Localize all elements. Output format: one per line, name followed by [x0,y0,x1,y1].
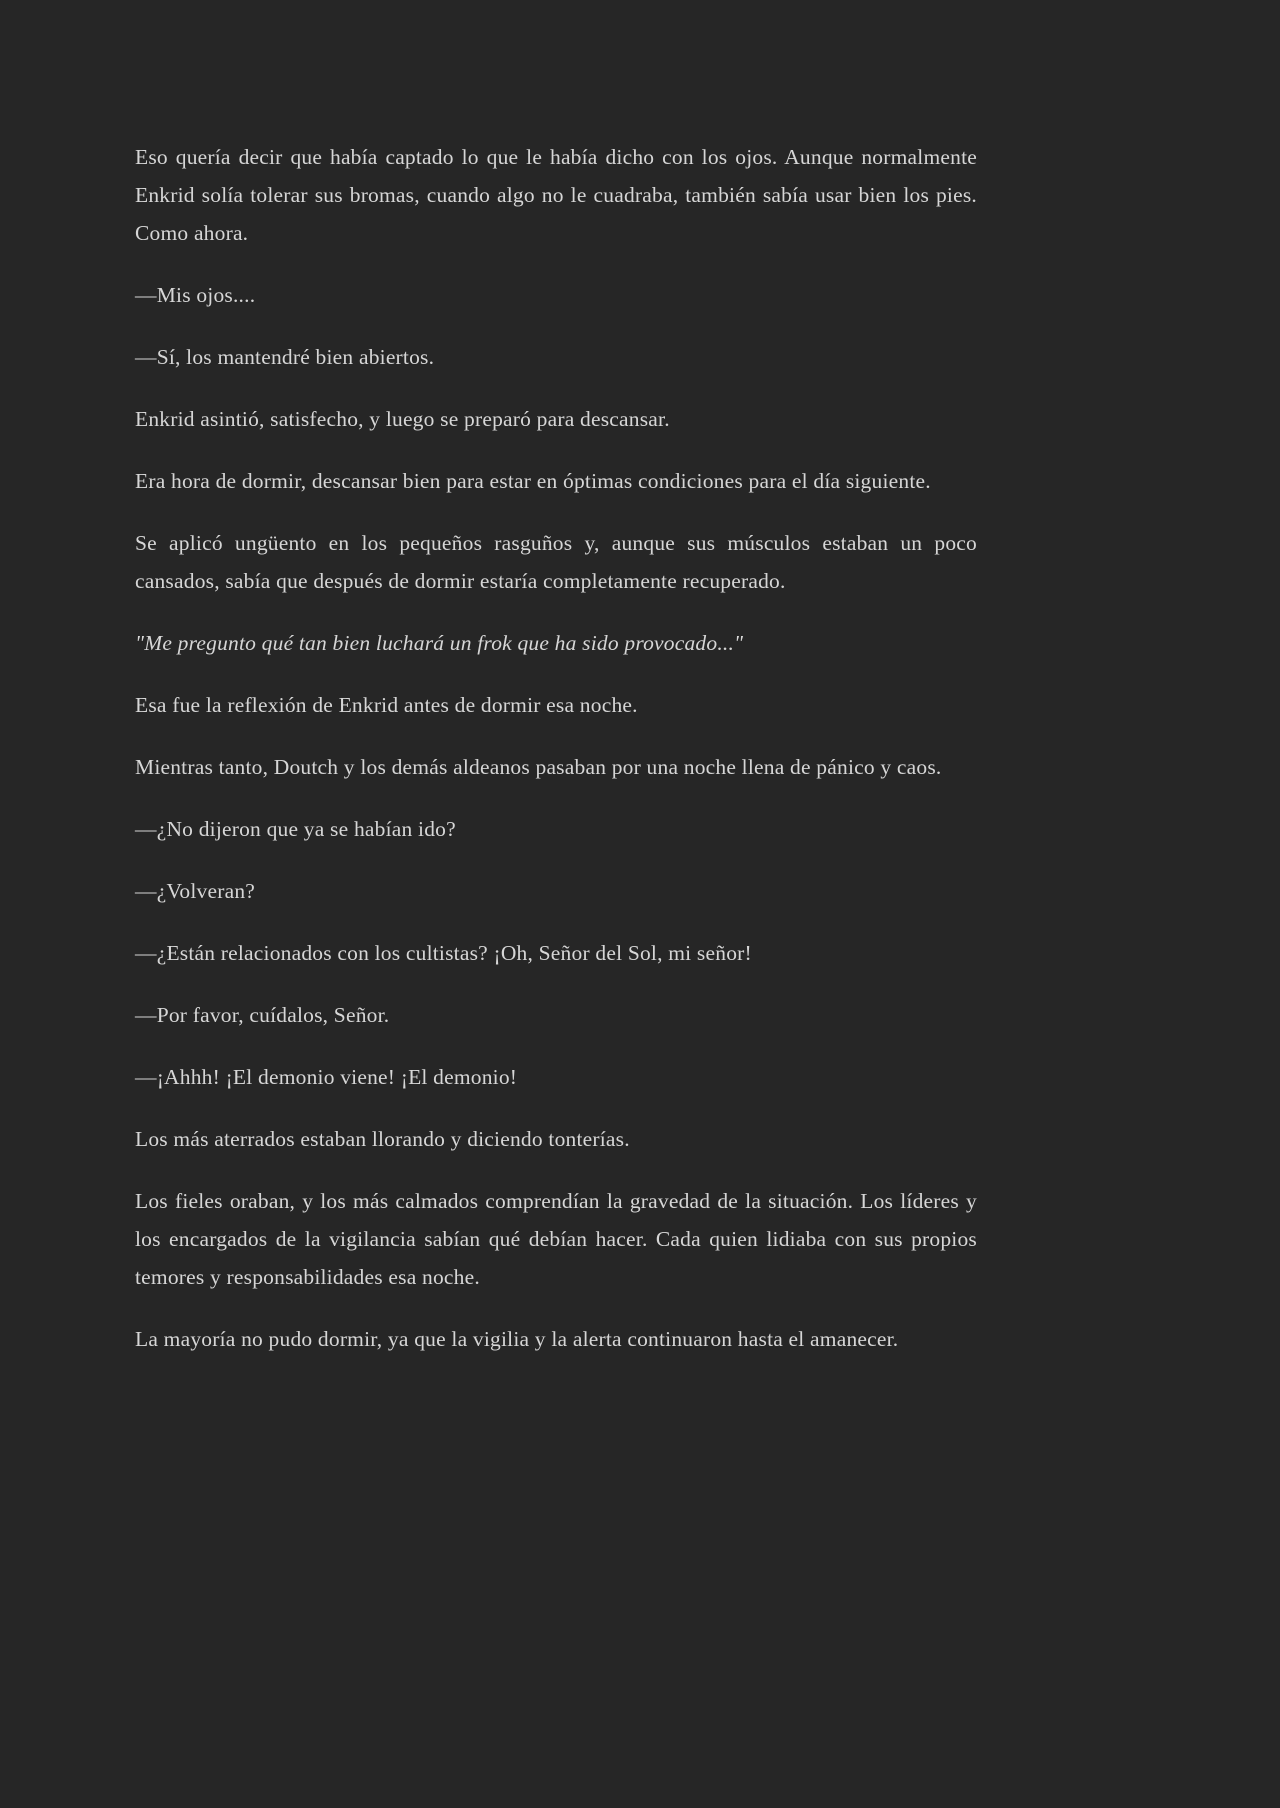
paragraph-narration-5: Esa fue la reflexión de Enkrid antes de dormir esa noche. [135,693,638,717]
paragraph-dialogue-5: —¿Están relacionados con los cultistas? ¡Oh, Señor del Sol, mi señor! [135,941,752,965]
paragraph-narration-8: Los fieles oraban, y los más calmados comprendían la gravedad de la situación. Los líderes y los encargados de la vigilancia sabían qué debían hacer. Cada quien lidiaba con sus propios temores y responsabilidades esa noche. [135,1189,977,1289]
paragraph-inner-thought: "Me pregunto qué tan bien luchará un frok que ha sido provocado..." [135,631,744,655]
paragraph-narration-2: Enkrid asintió, satisfecho, y luego se preparó para descansar. [135,407,670,431]
paragraph-narration-1: Eso quería decir que había captado lo que le había dicho con los ojos. Aunque normalmente Enkrid solía tolerar sus bromas, cuando algo no le cuadraba, también sabía usar bien los pies. Como ahora. [135,145,977,245]
paragraph-dialogue-7: —¡Ahhh! ¡El demonio viene! ¡El demonio! [135,1065,518,1089]
paragraph-narration-7: Los más aterrados estaban llorando y diciendo tonterías. [135,1127,630,1151]
paragraph-dialogue-1: —Mis ojos.... [135,283,256,307]
paragraph-narration-9: La mayoría no pudo dormir, ya que la vigilia y la alerta continuaron hasta el amanecer. [135,1327,899,1351]
paragraph-narration-6: Mientras tanto, Doutch y los demás aldeanos pasaban por una noche llena de pánico y caos. [135,755,942,779]
paragraph-dialogue-2: —Sí, los mantendré bien abiertos. [135,345,435,369]
paragraph-dialogue-3: —¿No dijeron que ya se habían ido? [135,817,456,841]
paragraph-narration-4: Se aplicó ungüento en los pequeños rasguños y, aunque sus músculos estaban un poco cansados, sabía que después de dormir estaría completamente recuperado. [135,531,977,593]
paragraph-dialogue-6: —Por favor, cuídalos, Señor. [135,1003,390,1027]
paragraph-dialogue-4: —¿Volveran? [135,879,256,903]
paragraph-narration-3: Era hora de dormir, descansar bien para estar en óptimas condiciones para el día siguiente. [135,469,931,493]
